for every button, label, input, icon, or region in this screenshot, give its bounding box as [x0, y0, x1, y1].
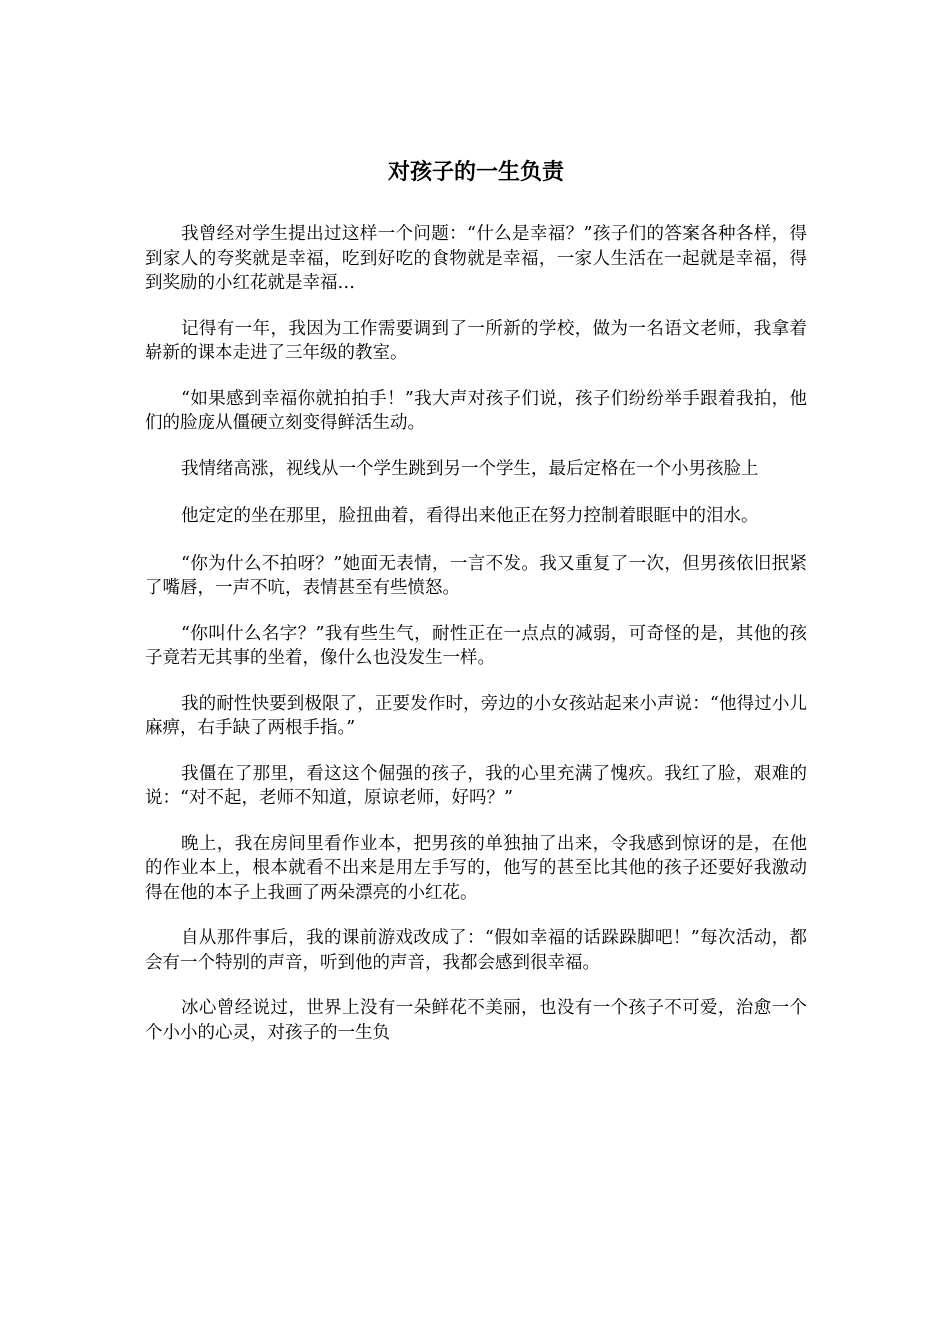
paragraph-new-school: 记得有一年，我因为工作需要调到了一所新的学校，做为一名语文老师，我拿着崭新的课本走进了三年级的教室。	[145, 318, 807, 363]
paragraph-homework: 晚上，我在房间里看作业本，把男孩的单独抽了出来，令我感到惊讶的是，在他的作业本上，根本就看不出来是用左手写的，他写的甚至比其他的孩子还要好我激动得在他的本子上我画了两朵漂亮的小红花。	[145, 833, 807, 903]
paragraph-new-game: 自从那件事后，我的课前游戏改成了：“假如幸福的话跺跺脚吧！”每次活动，都会有一个特别的声音，听到他的声音，我都会感到很幸福。	[145, 928, 807, 973]
paragraph-bingxin-quote: 冰心曾经说过，世界上没有一朵鲜花不美丽，也没有一个孩子不可爱，治愈一个个小小的心灵，对孩子的一生负	[145, 998, 807, 1043]
document-title: 对孩子的一生负责	[387, 160, 564, 185]
paragraph-apology: 我僵在了那里，看这这个倔强的孩子，我的心里充满了愧疚。我红了脸，艰难的说：“对不起，老师不知道，原谅老师，好吗？”	[145, 763, 807, 808]
paragraph-girl-explains: 我的耐性快要到极限了，正要发作时，旁边的小女孩站起来小声说：“他得过小儿麻痹，右手缺了两根手指。”	[145, 693, 807, 738]
paragraph-gaze-on-boy: 我情绪高涨，视线从一个学生跳到另一个学生，最后定格在一个小男孩脸上	[181, 458, 759, 479]
document-body	[145, 222, 807, 1066]
paragraph-holding-tears: 他定定的坐在那里，脸扭曲着，看得出来他正在努力控制着眼眶中的泪水。	[181, 506, 759, 526]
paragraph-clap-hands: “如果感到幸福你就拍拍手！”我大声对孩子们说，孩子们纷纷举手跟着我拍，他们的脸庞从僵硬立刻变得鲜活生动。	[145, 388, 807, 433]
paragraph-ask-name: “你叫什么名字？”我有些生气，耐性正在一点点的减弱，可奇怪的是，其他的孩子竟若无其事的坐着，像什么也没发生一样。	[145, 623, 807, 668]
paragraph-intro-question: 我曾经对学生提出过这样一个问题：“什么是幸福？”孩子们的答案各种各样，得到家人的夸奖就是幸福，吃到好吃的食物就是幸福，一家人生活在一起就是幸福，得到奖励的小红花就是幸福…	[145, 224, 807, 293]
paragraph-why-not-clap: “你为什么不拍呀？”她面无表情，一言不发。我又重复了一次，但男孩依旧抿紧了嘴唇，一声不吭，表情甚至有些愤怒。	[145, 553, 807, 598]
